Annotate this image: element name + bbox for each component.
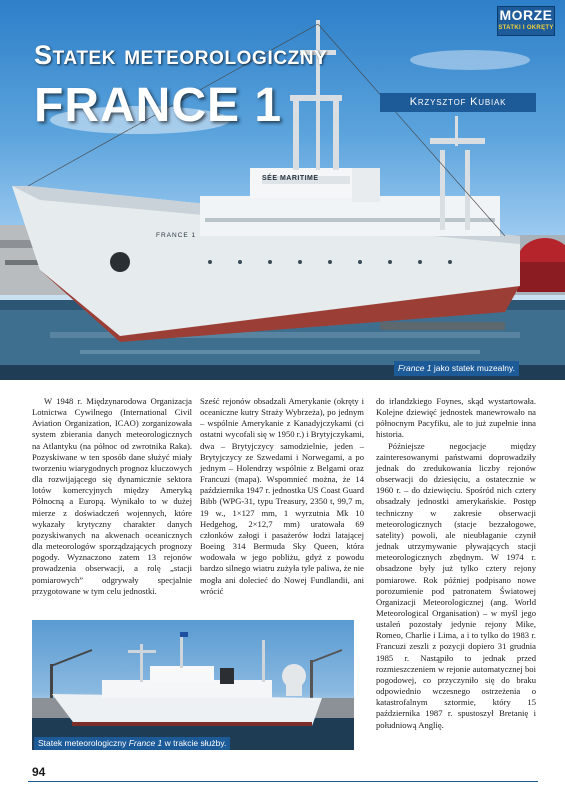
paragraph: Sześć rejonów obsadzali Amerykanie (okręty i oceaniczne kutry Straży Wybrzeża), po jednym – wspólnie Amerykanie z Kanadyjczykami (ci ostatni wycofali się w 1950 r.) i Brytyjczykami, dwa – Brytyjczycy samodzielnie, jeden – Brytyjczycy ze Szwedami i Norwegami, a po jednym – Holendrzy wspólnie z Belgami oraz Francuzi (mapa). Wspomnieć można, że 14 października 1947 r. jednostka US Coast Guard Bibb (WPG-31, typu Treasury, 2350 t, 99,7 m, 19 w., 1×127 mm, 1 wyrzutnia Mk 10 Hedgehog, 2×12,7 mm) uratowała 69 członków załogi i pasażerów łodzi latającej Boeing 314 Bermuda Sky Queen, która wodowała w jego pobliżu, gdyż z powodu bardzo silnego wiatru zużyła tyle paliwa, że nie mogła ani dolecieć do Nowej Fundlandii, ani wrócić <box>200 396 364 596</box>
bridge-sign: SÉE MARITIME <box>262 175 319 182</box>
text-column-1 <box>32 396 192 597</box>
paragraph: do irlandzkiego Foynes, skąd wystartowała. Kolejne dziewięć jednostek manewrowało na północnym Pacyfiku, ale to już zupełnie inna historia. <box>376 396 536 440</box>
caption-text: w trakcie służby. <box>162 738 227 748</box>
caption-ship-name: France 1 <box>397 363 432 373</box>
ship-service-illustration <box>32 620 354 750</box>
caption-ship-name: France 1 <box>128 738 163 748</box>
hero-caption <box>394 361 519 376</box>
page-number: 94 <box>32 765 46 779</box>
magazine-name: MORZE <box>499 7 553 23</box>
magazine-logo <box>497 6 555 36</box>
caption-prefix: Statek meteorologiczny <box>38 738 129 748</box>
magazine-tagline: STATKI I OKRĘTY <box>498 25 554 31</box>
caption-text: jako statek muzealny. <box>431 363 515 373</box>
hero-photo <box>0 0 565 380</box>
text-column-2 <box>200 396 364 597</box>
footer-rule <box>28 781 538 782</box>
paragraph: W 1948 r. Międzynarodowa Organizacja Lotnictwa Cywilnego (International Civil Aviation Organization, ICAO) zorganizowała system zbierania danych meteorologicznych na Atlantyku (na północ od zwrotnika Raka). Pozyskiwane w ten sposób dane służyć miały tworzeniu wiarygodnych prognoz kluczowych dla rozwijającego się dynamicznie sektora lotów komercyjnych między Ameryką Północną a Europą. Wynikało to w dużej mierze z doświadczeń wojennych, które wykazały krytyczny charakter danych pozyskiwanych na akwenach oceanicznych dla meteorologów sporządzających prognozy pogody. Wyznaczono zatem 13 rejonów prowadzenia obserwacji, a rolę „stacji pomiarowych” odgrywały specjalnie przygotowane w tym celu jednostki. <box>32 396 192 596</box>
service-caption <box>34 737 230 750</box>
paragraph: Późniejsze negocjacje między zainteresowanymi państwami doprowadziły jednak do zredukowania liczby rejonów obserwacji do dziesięciu, a ostatecznie w 1960 r. – do dziewięciu. Spośród nich cztery obsadzały jednostki amerykańskie. Postęp techniczny w zakresie obserwacji meteorologicznych (stacje bezzałogowe, satelity) powoli, ale nieubłaganie czynił jednak utrzymywanie pływających stacji meteorologicznych zbędnym. W 1974 r. obsadzone były już tylko cztery rejony pomiarowe. Rok później podpisano nowe porozumienie pod patronatem Światowej Organizacji Meteorologicznej (ang. World Meteorological Organisation) – w myśl jego ustaleń pozostały jedynie rejony Mike, Romeo, Charlie i Lima, a i to tylko do 1983 r. Francuzi zeszli z pozycji dopiero 31 grudnia 1985 r. Nastąpiło to jednak przed rozmieszczeniem w rejonie automatycznej boi pogodowej, co przyczyniło się do braku odpowiednio wczesnego ostrzeżenia o katastrofalnym sztormie, który 15 października 1987 r. spustoszył Bretanię i południową Anglię. <box>376 440 536 730</box>
text-column-3 <box>376 396 536 731</box>
article-kicker: Statek meteorologiczny <box>34 40 328 70</box>
hull-name: FRANCE 1 <box>156 232 197 239</box>
article-title: FRANCE 1 <box>34 79 283 132</box>
service-photo <box>32 620 354 750</box>
author-badge: Krzysztof Kubiak <box>380 93 536 112</box>
